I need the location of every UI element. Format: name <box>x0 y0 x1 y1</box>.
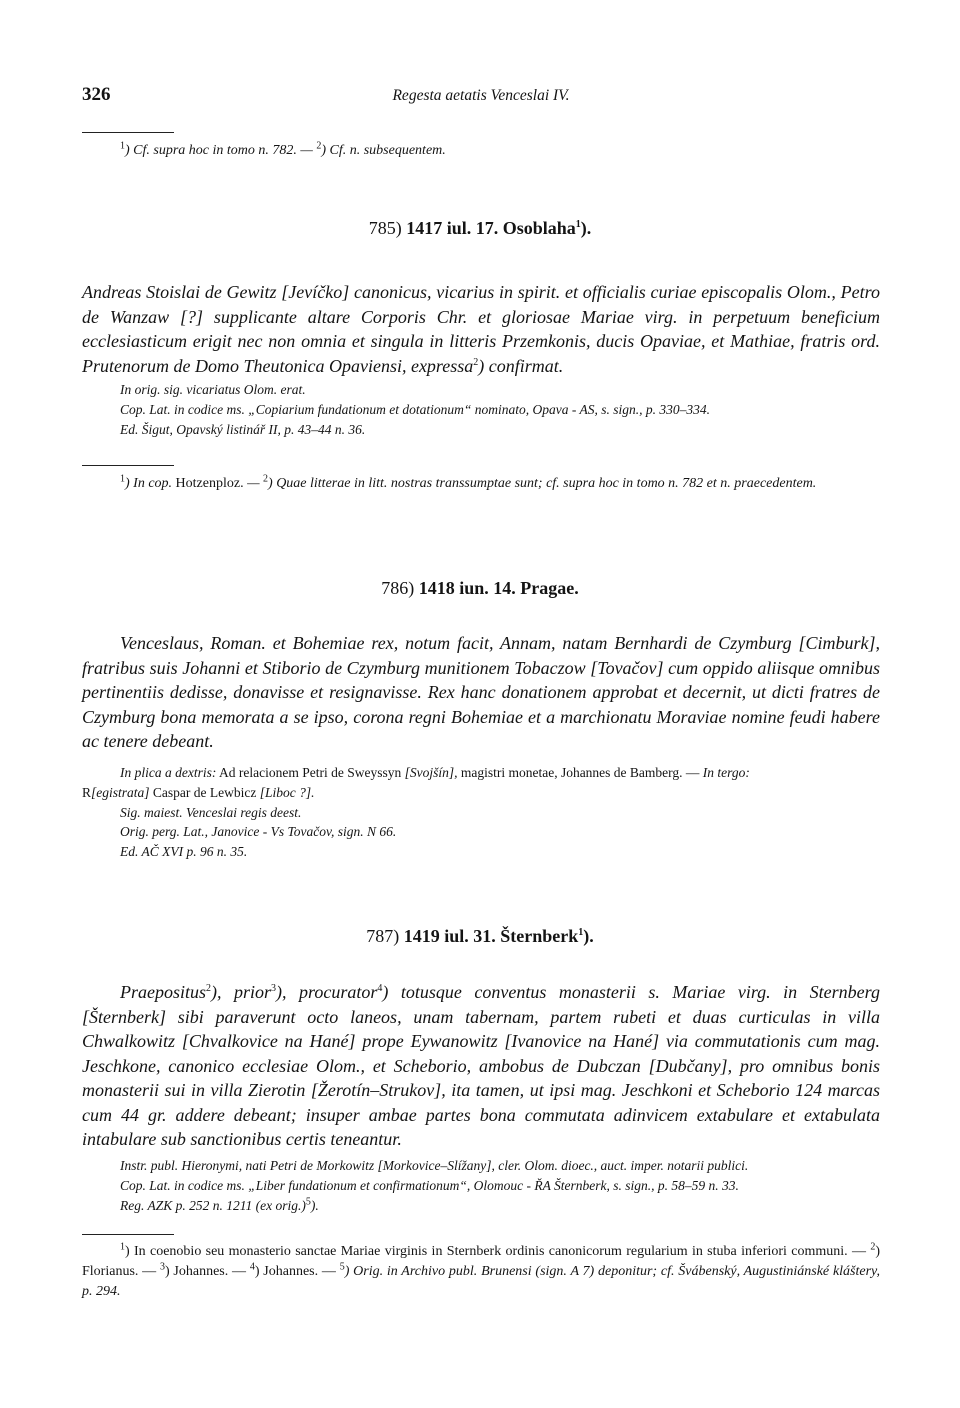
entry-785-title: 785) 1417 iul. 17. Osoblaha$^1$). <box>368 218 592 238</box>
entry-785-footnotes: $^1$) In cop. Hotzenploz. — $^2$) Quae litterae in litt. nostras transsumptae sunt; cf. supra hoc in tomo n. 782 et n. praecedentem. <box>120 473 817 491</box>
entry-786-notes <box>82 763 880 862</box>
note-seal: In orig. sig. vicariatus Olom. erat. <box>120 382 306 397</box>
note-original: Orig. perg. Lat., Janovice - Vs Tovačov, sign. N 66. <box>120 824 397 840</box>
top-footnote <box>82 141 880 161</box>
footnote-rule <box>82 132 174 133</box>
note-endorsement: In plica a dextris: Ad relacionem Petri de Sweyssyn [Svojšín], magistri monetae, Johannes de Bamberg. — In tergo: R[egistrata] Caspar de Lewbicz [Liboc ?]. <box>82 765 750 800</box>
note-seal: Sig. maiest. Venceslai regis deest. <box>120 804 302 820</box>
footnote-rule <box>82 1234 174 1235</box>
page-number: 326 <box>82 84 111 105</box>
note-register: Reg. AZK p. 252 n. 1211 (ex orig.)$^5$). <box>120 1196 319 1213</box>
entry-787-regest: Praepositus$^2$), prior$^3$), procurator$^4$) totusque conventus monasterii s. Mariae virg. in Sternberg [Šternberk] sibi paraverunt octo laneos, unam tabernam, partem rubeti et duas curticulas in villa Chwalkowitz [Chvalkovice na Hané] prope Eywanowitz [Ivanovice na Hané] via commutationis cum mag. Jeschkone, canonico ecclesiae Olom., et Scheborio, ambobus de Dubczan [Dubčany], pro omnibus bonis monasterii sui in villa Zierotin [Žerotín–Strukov], ita tamen, ut ipsi mag. Jeschkoni et Scheborio 124 marcas cum 44 gr. addere debeant; insuper ambae partes bona commutata adinvicem extabulare et extabulata intabulare sub sanctionibus certis teneantur. <box>82 982 880 1149</box>
entry-787-notes <box>82 1156 880 1215</box>
footnote-rule <box>82 465 174 466</box>
note-copy: Cop. Lat. in codice ms. „Copiarium fundationum et dotationum“ nominato, Opava - AS, s. sign., p. 330–334. <box>120 401 711 417</box>
footnote-marker: 1 <box>120 140 125 152</box>
page-header <box>82 84 880 114</box>
entry-787-footnotes: $^1$) In coenobio seu monasterio sanctae Mariae virginis in Sternberk ordinis canonicorum regularium in stuba inferiori communi. — $^2$) Florianus. — $^3$) Johannes. — $^4$) Johannes. — $^5$) Orig. in Archivo publ. Brunensi (sign. A 7) deponitur; cf. Švábenský, Augustiniánské kláštery, p. 294. <box>82 1241 880 1299</box>
entry-787-title: 787) 1419 iul. 31. Šternberk$^1$). <box>366 926 594 946</box>
entry-786-title: 786) 1418 iun. 14. Pragae. <box>381 578 579 598</box>
entry-786-regest: Venceslaus, Roman. et Bohemiae rex, notum facit, Annam, natam Bernhardi de Czymburg [Cimburk], fratribus suis Johanni et Stiborio de Czymburg munitionem Tobaczow [Tovačov] cum oppido aliisque omnibus pertinentiis dedisse, donavisse et resignavisse. Rex hanc donationem approbat et decernit, ut dicti fratres de Czymburg bona memorata a se ipso, corona regni Bohemiae et a marchionatu Moraviae nomine feudi habere ac tenere debeant. <box>82 633 880 751</box>
footnote-text: ) Cf. supra hoc in tomo n. 782. — <box>125 143 317 158</box>
entry-785-notes <box>82 380 880 439</box>
note-edition: Ed. Šigut, Opavský listinář II, p. 43–44 n. 36. <box>120 421 366 437</box>
entry-785-regest: Andreas Stoislai de Gewitz [Jevíčko] canonicus, vicarius in spirit. et officialis curiae episcopalis Olom., Petro de Wanzaw [?] supplicante altare Corporis Chr. et gloriosae Mariae virg. in perpetuum beneficium ecclesiasticum erigit nec non omnia et singula in litteris Przemkonis, ducis Opaviae, et Mathiae, fratris ord. Prutenorum de Domo Theutonica Opaviensi, expressa$^2$) confirmat. <box>82 282 880 376</box>
note-instrument: Instr. publ. Hieronymi, nati Petri de Morkowitz [Morkovice–Slížany], cler. Olom. dioec., auct. imper. notarii publici. <box>120 1158 749 1173</box>
footnote-marker: 2 <box>316 140 322 152</box>
running-title: Regesta aetatis Venceslai IV. <box>392 87 570 104</box>
note-copy: Cop. Lat. in codice ms. „Liber fundationum et confirmationum“, Olomouc - ŘA Šternberk, s. sign., p. 58–59 n. 33. <box>120 1177 739 1193</box>
footnote-text: ) Cf. n. subsequentem. <box>321 143 446 158</box>
note-edition: Ed. AČ XVI p. 96 n. 35. <box>120 844 248 860</box>
